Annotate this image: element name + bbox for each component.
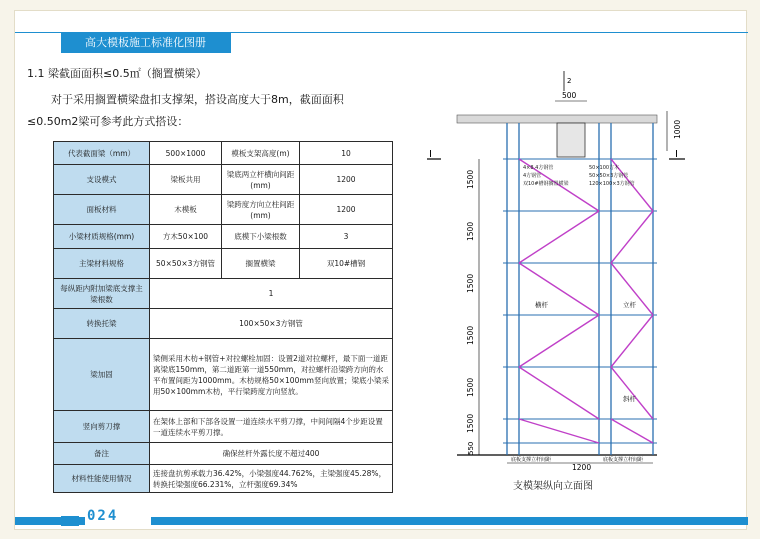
section-mark-right: I xyxy=(675,149,678,160)
table-cell: 梁跨度方向立柱间距(mm) xyxy=(222,195,300,225)
dim-left: 550 xyxy=(467,441,475,455)
dim-left: 1500 xyxy=(466,413,475,433)
table-cell: 连接盘抗剪承载力36.42%，小梁强度44.762%，主梁强度45.28%，转换托梁强度66.231%，立杆强度69.34% xyxy=(150,465,393,493)
label-base-right: 底板支撑立杆间距 xyxy=(603,457,644,463)
table-label: 小梁材质规格(mm) xyxy=(54,225,150,249)
table-label: 竖向剪刀撑 xyxy=(54,411,150,443)
label-base-left: 底板支撑立杆间距 xyxy=(511,457,552,463)
table-row xyxy=(54,339,393,411)
scaffold-elevation-diagram xyxy=(427,71,702,471)
dim-left: 1500 xyxy=(466,221,475,241)
concrete-beam xyxy=(557,123,585,157)
table-cell: 1 xyxy=(150,279,393,309)
table-row xyxy=(54,225,393,249)
label-ledger: 横杆 xyxy=(535,301,548,309)
dim-left: 1500 xyxy=(466,169,475,189)
table-cell: 搁置横梁 xyxy=(222,249,300,279)
table-label: 代表截面梁（mm） xyxy=(54,142,150,165)
dim-bottom: 1200 xyxy=(572,463,592,471)
table-row xyxy=(54,279,393,309)
spec-table xyxy=(53,141,393,493)
svg-text:4方钢管: 4方钢管 xyxy=(523,173,542,179)
table-cell: 1200 xyxy=(300,195,393,225)
page-number-marker xyxy=(61,516,79,526)
document-page xyxy=(14,10,747,530)
table-row xyxy=(54,309,393,339)
label-pole: 立杆 xyxy=(623,301,636,309)
table-label: 材料性能使用情况 xyxy=(54,465,150,493)
floor-slab xyxy=(457,115,657,123)
table-row xyxy=(54,249,393,279)
figure-caption: 支模架纵向立面图 xyxy=(513,481,593,492)
beam-notes xyxy=(523,164,635,187)
dim-left: 1500 xyxy=(466,273,475,293)
table-cell: 50×50×3方钢管 xyxy=(150,249,222,279)
table-cell: 方木50×100 xyxy=(150,225,222,249)
table-row xyxy=(54,142,393,165)
section-mark-left: I xyxy=(429,149,432,160)
table-row xyxy=(54,443,393,465)
dim-right: 1000 xyxy=(673,119,682,139)
table-cell: 10 xyxy=(300,142,393,165)
svg-text:50×50×3方钢管: 50×50×3方钢管 xyxy=(589,173,629,179)
table-label: 备注 xyxy=(54,443,150,465)
dim-left: 1500 xyxy=(466,377,475,397)
label-diagonal: 斜杆 xyxy=(623,395,636,403)
table-cell: 100×50×3方钢管 xyxy=(150,309,393,339)
table-cell: 1200 xyxy=(300,165,393,195)
table-cell: 3 xyxy=(300,225,393,249)
table-cell: 梁板共用 xyxy=(150,165,222,195)
header-title: 高大模板施工标准化图册 xyxy=(61,32,231,53)
table-row xyxy=(54,411,393,443)
table-cell: 确保丝杆外露长度不超过400 xyxy=(150,443,393,465)
table-cell: 木模板 xyxy=(150,195,222,225)
svg-text:4×8.4方钢管: 4×8.4方钢管 xyxy=(523,165,554,171)
callout-label: 2 xyxy=(567,77,572,85)
intro-paragraph: 对于采用搁置横梁盘扣支撑架，搭设高度大于8m，截面面积≤0.50m2梁可参考此方式搭设： xyxy=(27,93,344,128)
page-number: 024 xyxy=(87,508,119,524)
table-label: 支设模式 xyxy=(54,165,150,195)
table-cell: 梁侧采用木枋+钢管+对拉螺栓加固：设置2道对拉螺杆，最下面一道距离梁底150mm，第二道距第一道550mm，对拉螺杆沿梁跨方向的水平布置间距为1000mm。木枋规格50×100mm竖向放置；梁底小梁采用50×100mm木枋，平行梁跨度方向竖放。 xyxy=(150,339,393,411)
table-row xyxy=(54,195,393,225)
table-cell: 模板支架高度(m) xyxy=(222,142,300,165)
dim-left: 1500 xyxy=(466,325,475,345)
footer-rule xyxy=(15,517,748,525)
table-label: 主梁材料规格 xyxy=(54,249,150,279)
svg-text:50×100方木: 50×100方木 xyxy=(589,165,620,171)
table-cell: 梁底两立杆横向间距(mm) xyxy=(222,165,300,195)
svg-text:120×100×3方钢管: 120×100×3方钢管 xyxy=(589,181,635,187)
table-cell: 双10#槽钢 xyxy=(300,249,393,279)
table-label: 梁加固 xyxy=(54,339,150,411)
table-label: 面板材料 xyxy=(54,195,150,225)
section-title: 1.1 梁截面面积≤0.5㎡（搁置横梁） xyxy=(27,67,207,80)
table-cell: 500×1000 xyxy=(150,142,222,165)
table-row xyxy=(54,165,393,195)
svg-text:双10#槽钢搁置横梁: 双10#槽钢搁置横梁 xyxy=(523,181,569,187)
table-row xyxy=(54,465,393,493)
table-cell: 在架体上部和下部各设置一道连续水平剪刀撑，中间间隔4个步距设置一道连续水平剪刀撑。 xyxy=(150,411,393,443)
table-cell: 底模下小梁根数 xyxy=(222,225,300,249)
dim-top: 500 xyxy=(562,91,577,100)
table-label: 转换托梁 xyxy=(54,309,150,339)
table-label: 每纵距内附加梁底支撑主梁根数 xyxy=(54,279,150,309)
